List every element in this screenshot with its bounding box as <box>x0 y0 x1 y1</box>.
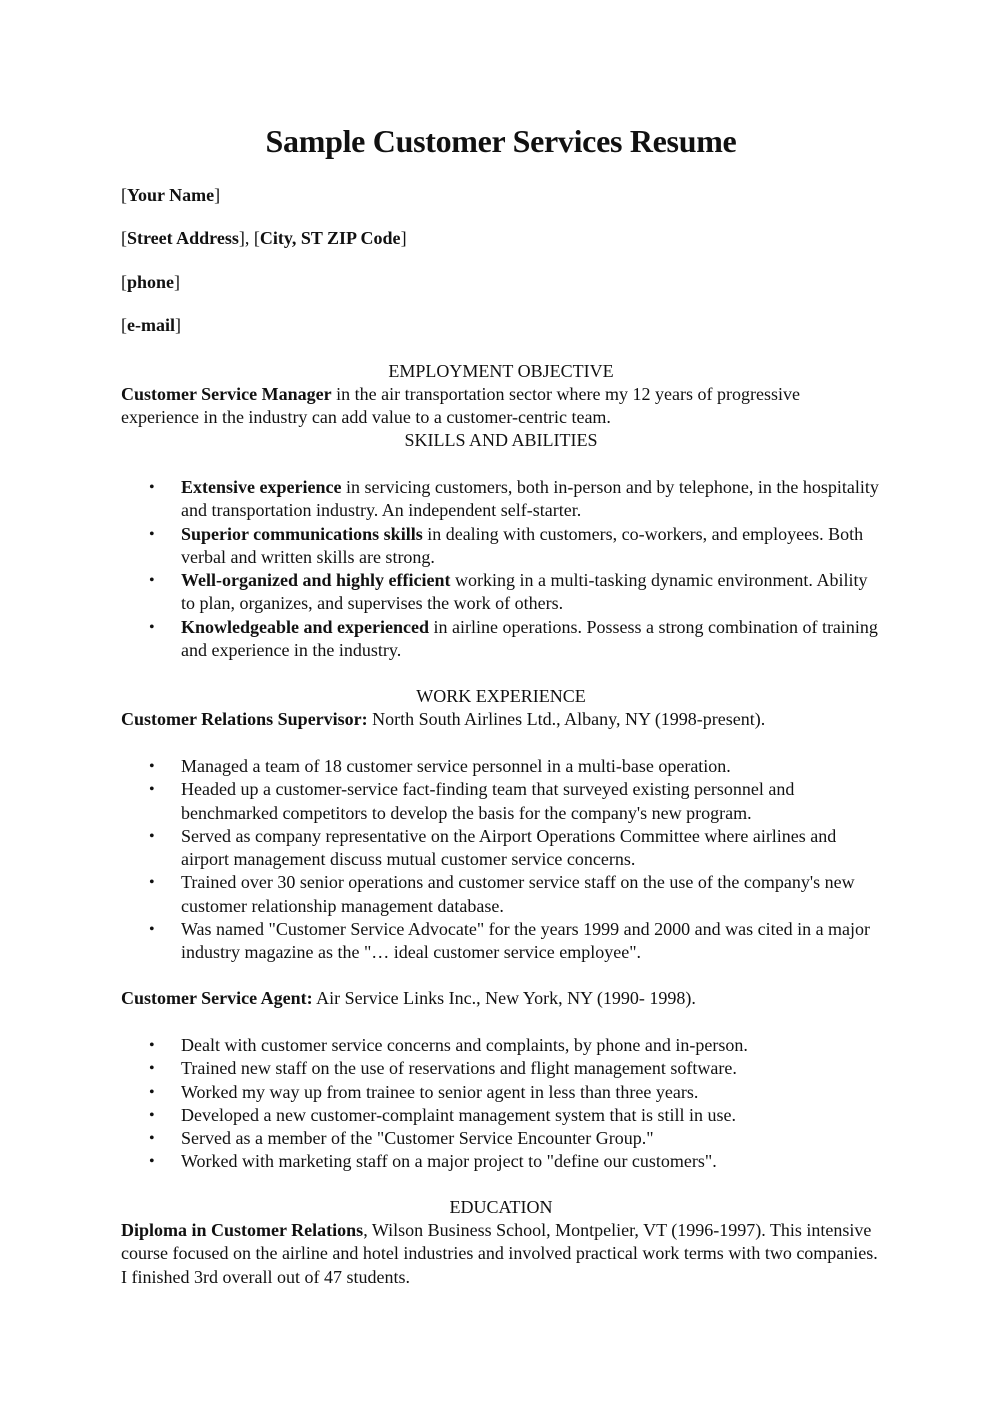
job-bullet: • Headed up a customer-service fact-finding team that surveyed existing personnel and benchmarked competitors to develop the basis for the company's new program. <box>121 778 881 825</box>
skill-bold: Extensive experience <box>181 477 342 497</box>
skills-list <box>121 476 881 662</box>
job-bullet: • Trained over 30 senior operations and customer service staff on the use of the company's new customer relationship management database. <box>121 871 881 918</box>
name-placeholder: Your Name <box>127 185 215 205</box>
objective-bold: Customer Service Manager <box>121 384 332 404</box>
city-placeholder: City, ST ZIP Code <box>259 228 401 248</box>
job-bullet: • Worked my way up from trainee to senior agent in less than three years. <box>121 1081 881 1104</box>
skills-heading: SKILLS AND ABILITIES <box>404 430 598 450</box>
job-details-1: North South Airlines Ltd., Albany, NY (1998-present). <box>367 709 766 729</box>
street-placeholder: Street Address <box>127 228 239 248</box>
contact-email: [e-mail] <box>121 315 181 335</box>
job-2-bullets <box>121 1034 881 1174</box>
education-bold: Diploma in Customer Relations <box>121 1220 364 1240</box>
job-bullet: • Managed a team of 18 customer service personnel in a multi-base operation. <box>121 755 881 778</box>
skill-text: in dealing with customers, co-workers, and employees. Both verbal and written skills are strong. <box>181 523 864 567</box>
job-title-2: Customer Service Agent: <box>121 988 313 1008</box>
skill-bold: Superior communications skills <box>181 523 423 544</box>
resume-title: Sample Customer Services Resume <box>265 123 737 159</box>
skill-item <box>121 569 881 616</box>
objective-text <box>121 383 881 430</box>
skill-bold: Knowledgeable and experienced <box>181 616 429 637</box>
education-heading: EDUCATION <box>449 1197 553 1217</box>
job-details-2: Air Service Links Inc., New York, NY (1990- 1998). <box>312 988 696 1008</box>
contact-address: [Street Address], [City, ST ZIP Code] <box>121 228 407 248</box>
job-bullet: • Served as company representative on the Airport Operations Committee where airlines and airport management discuss mutual customer service concerns. <box>121 825 881 872</box>
job-1-bullets <box>121 755 881 965</box>
objective-heading: EMPLOYMENT OBJECTIVE <box>388 361 614 381</box>
contact-name: [Your Name] <box>121 185 221 205</box>
phone-placeholder: phone <box>127 272 175 292</box>
job-bullet: • Dealt with customer service concerns and complaints, by phone and in-person. <box>121 1034 881 1057</box>
work-heading: WORK EXPERIENCE <box>416 686 586 706</box>
objective-body: in the air transportation sector where my 12 years of progressive experience in the industry can add value to a customer-centric team. <box>121 384 800 428</box>
job-bullet: • Served as a member of the "Customer Service Encounter Group." <box>121 1127 881 1150</box>
job-bullet: • Was named "Customer Service Advocate" for the years 1999 and 2000 and was cited in a major industry magazine as the "… ideal customer service employee". <box>121 918 881 965</box>
skill-item <box>121 476 881 523</box>
education-text <box>121 1219 881 1289</box>
job-bullet: • Trained new staff on the use of reservations and flight management software. <box>121 1057 881 1080</box>
skill-text: working in a multi-tasking dynamic environment. Ability to plan, organizes, and supervises the work of others. <box>181 570 868 614</box>
contact-phone: [phone] <box>121 272 181 292</box>
job-bullet: • Developed a new customer-complaint management system that is still in use. <box>121 1104 881 1127</box>
skill-text: in servicing customers, both in-person and by telephone, in the hospitality and transportation industry. An independent self-starter. <box>181 477 879 521</box>
email-placeholder: e-mail <box>127 315 175 335</box>
job-header-2 <box>121 987 881 1009</box>
job-title-1: Customer Relations Supervisor: <box>121 709 368 729</box>
job-header-1 <box>121 708 881 730</box>
skill-item <box>121 616 881 663</box>
job-bullet: • Worked with marketing staff on a major project to "define our customers". <box>121 1150 881 1173</box>
skill-item <box>121 523 881 570</box>
education-body: , Wilson Business School, Montpelier, VT (1996-1997). This intensive course focused on the airline and hotel industries and involved practical work terms with two companies. I finished 3rd overall out of 47 students. <box>121 1220 878 1287</box>
skill-bold: Well-organized and highly efficient <box>181 570 451 591</box>
skill-text: in airline operations. Possess a strong combination of training and experience in the industry. <box>181 616 878 661</box>
